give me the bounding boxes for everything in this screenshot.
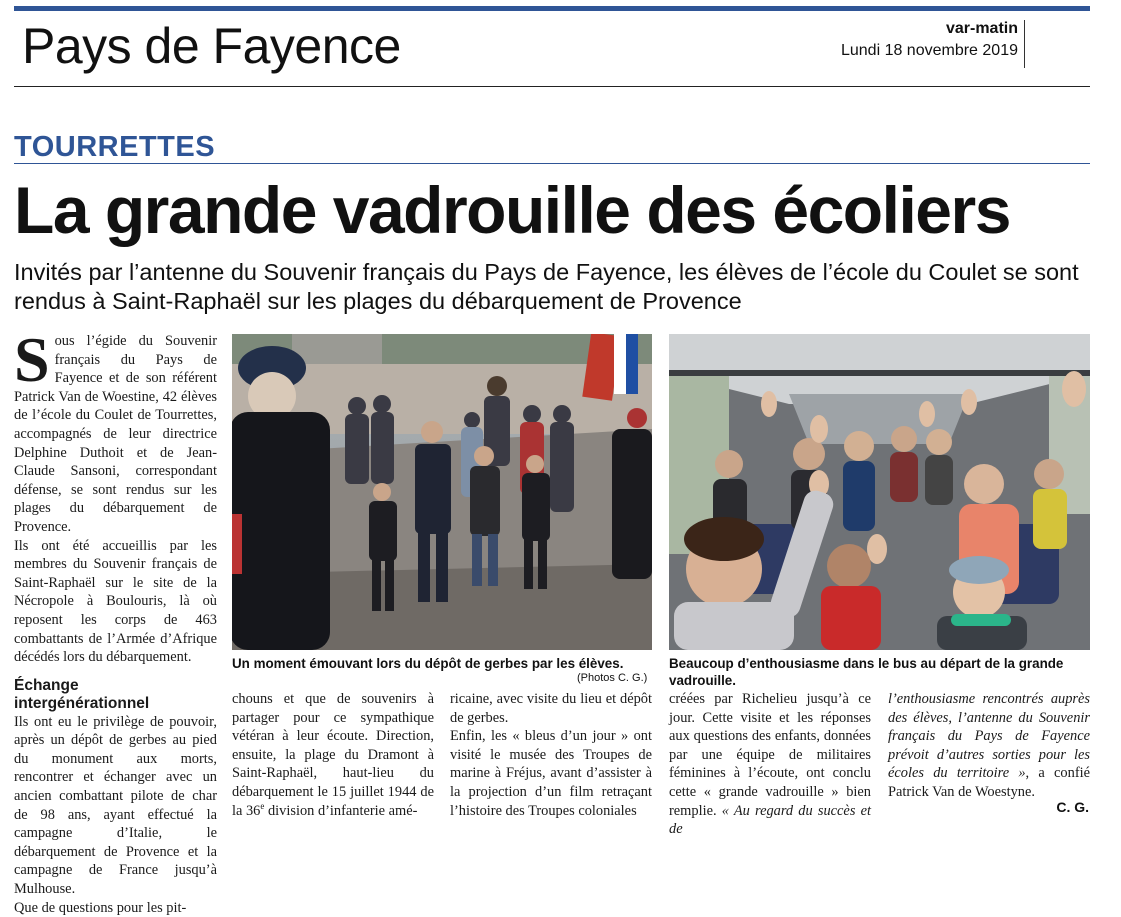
photo-bus-children <box>669 334 1090 650</box>
drop-cap: S <box>14 324 50 395</box>
paragraph-4: Que de questions pour les pit- <box>14 899 187 916</box>
paragraph-3: Ils ont eu le privilège de pouvoir, après un dépôt de gerbes au pied du monument aux morts, rencontrer et échanger avec un ancien combattant pilote de char de 98 ans, ayant effectué la campagne d’Italie, le débarquement de Provence et la campagne de France jusqu’à Mulhouse. <box>14 713 217 898</box>
section-title: Pays de Fayence <box>22 18 401 74</box>
column-5-end: , a confié Patrick Van de Woestyne. <box>888 765 1090 800</box>
publication-date: Lundi 18 novembre 2019 <box>840 42 1018 59</box>
column-4-text: créées par Richelieu jusqu’à ce jour. Cette visite et les réponses aux questions des enfants, données par une équipe de militaires féminines à l’écoute, ont conclu cette « grande vadrouille » bien remplie. <box>669 691 871 819</box>
kicker-rule <box>14 163 1090 164</box>
photo-credit: (Photos C. G.) <box>577 672 648 684</box>
section-subtitle: Échange intergénérationnel <box>14 676 150 712</box>
text-column-3 <box>450 690 652 820</box>
top-accent-bar <box>14 6 1090 11</box>
header-rule <box>14 86 1090 87</box>
ordinal-superscript: e <box>260 800 265 811</box>
paragraph-2: Ils ont été accueillis par les membres du Souvenir français de Saint-Raphaël sur le site de la Nécropole à Boulouris, là où reposent les corps de 463 combattants de l’Armée d’Afrique décédés lors du débarquement. <box>14 537 217 666</box>
text-column-4 <box>669 690 871 839</box>
paragraph-1: ous l’égide du Souvenir français du Pays de Fayence et de son référent Patrick Van de Woestine, 42 élèves de l’école du Coulet de Tourrettes, accompagnés de leur directrice Delphine Duthoit et de Jean-Claude Sansoni, correspondant défense, se sont rendus sur les plages du débarquement de Provence. <box>14 333 217 535</box>
column-3-paragraph-1: ricaine, avec visite du lieu et dépôt de gerbes. <box>450 691 652 726</box>
right-photo-caption: Beaucoup d’enthousiasme dans le bus au départ de la grande vadrouille. <box>669 656 1064 688</box>
author-signature: C. G. <box>1056 799 1089 815</box>
column-3-paragraph-2: Enfin, les « bleus d’un jour » ont visité le musée des Troupes de marine à Fréjus, avant d’assister à la projection d’un film retraçant l’histoire des Troupes coloniales <box>450 728 652 819</box>
newspaper-brand: var-matin <box>945 20 1018 37</box>
text-column-2 <box>232 690 434 820</box>
header-divider <box>1024 20 1025 68</box>
text-column-5 <box>888 690 1090 802</box>
article-kicker: TOURRETTES <box>14 131 216 163</box>
column-5-quote: l’enthousiasme rencontrés auprès des élèves, l’antenne du Souvenir français du Pays de Fayence prévoit d’autres sorties pour les écoles du territoire » <box>888 691 1090 782</box>
column-2-text: chouns et que de souvenirs à partager pour ce sympathique vétéran à leur écoute. Direction, ensuite, la plage du Dramont à Saint-Raphaël, haut-lieu du débarquement le 15 juillet 1944 de la 36 <box>232 691 434 819</box>
photo-wreath-ceremony <box>232 334 652 650</box>
column-4-quote: « Au regard du succès et de <box>669 802 871 838</box>
article-subhead: Invités par l’antenne du Souvenir français du Pays de Fayence, les élèves de l’école du Coulet se sont rendus à Saint-Raphaël sur les plages du débarquement de Provence <box>14 259 1079 314</box>
article-headline: La grande vadrouille des écoliers <box>14 173 1010 247</box>
text-column-1 <box>14 324 217 917</box>
left-photo-caption: Un moment émouvant lors du dépôt de gerbes par les élèves. <box>232 656 624 671</box>
column-2-end: division d’infanterie amé- <box>264 802 418 819</box>
